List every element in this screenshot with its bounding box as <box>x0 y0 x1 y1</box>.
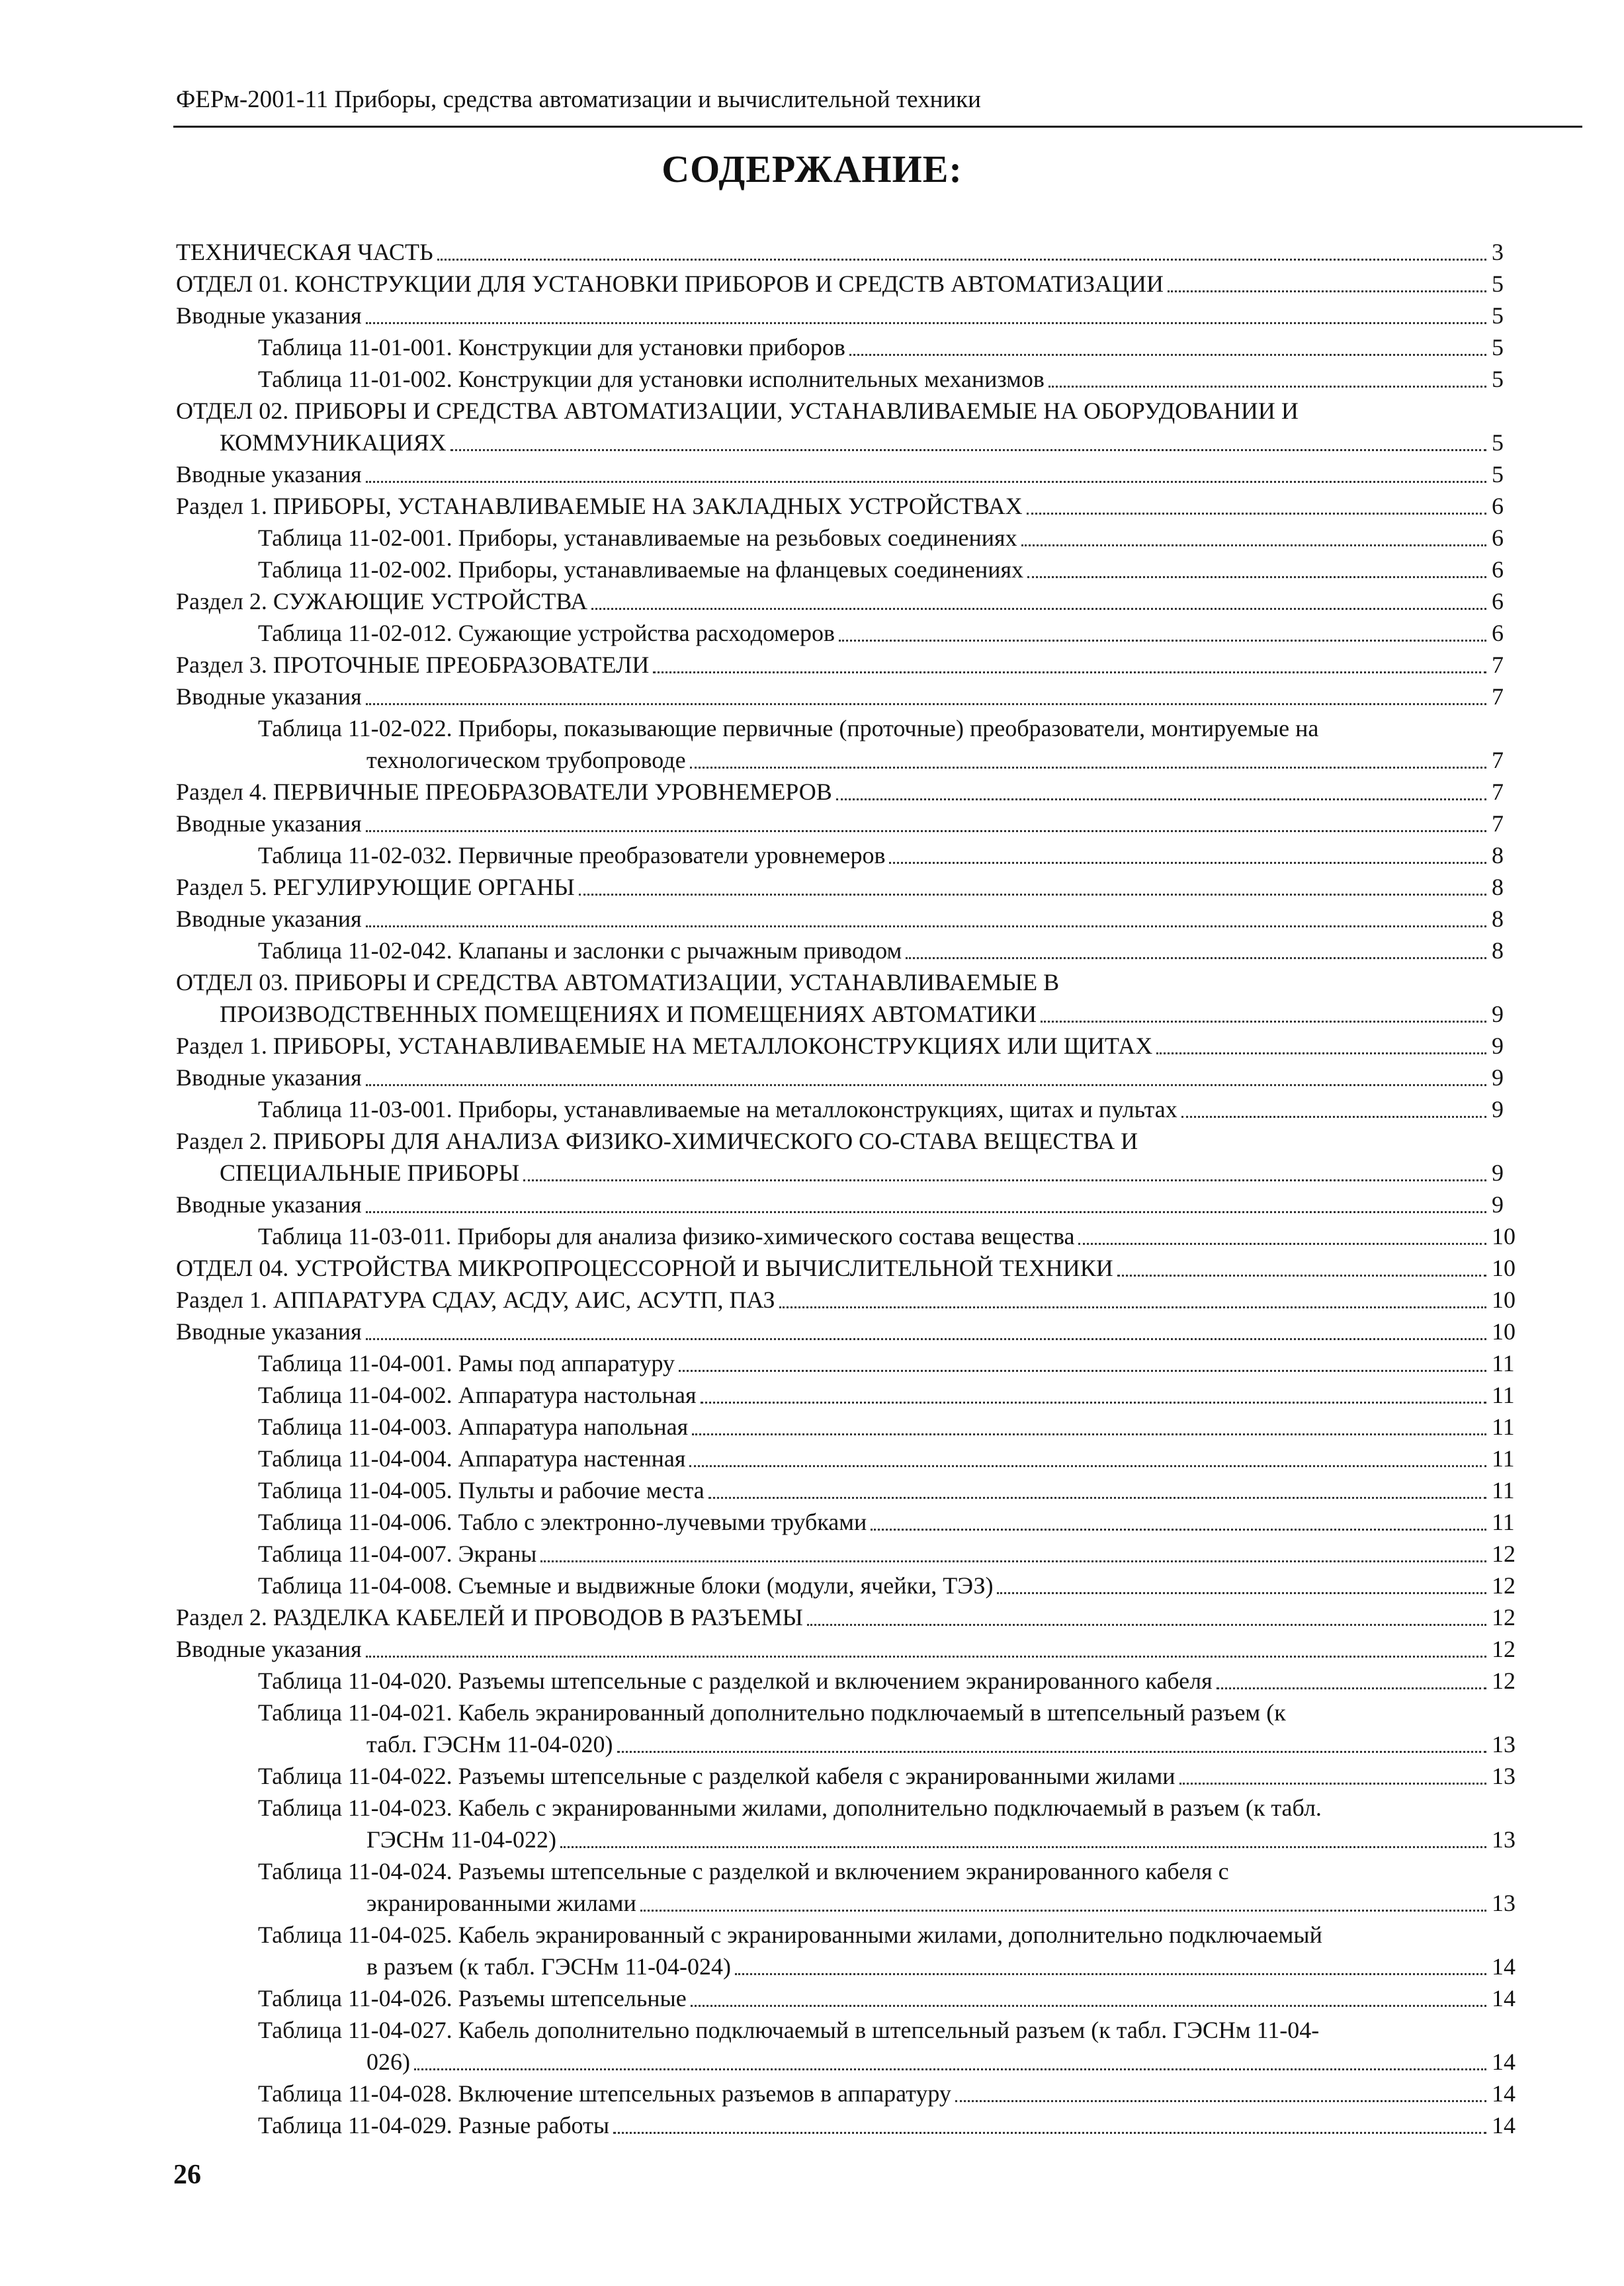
dot-leader <box>617 1751 1486 1753</box>
toc-page-number: 11 <box>1492 1509 1515 1535</box>
toc-page-number: 12 <box>1492 1668 1516 1694</box>
toc-entry[interactable] <box>176 1030 1522 1062</box>
dot-leader <box>708 1497 1486 1499</box>
toc-entry-text: Вводные указания <box>176 1191 362 1218</box>
toc-page-number: 13 <box>1492 1890 1516 1916</box>
toc-entry[interactable] <box>176 458 1522 490</box>
dot-leader <box>1179 1783 1487 1785</box>
page-number: 26 <box>173 2160 201 2190</box>
dot-leader <box>366 925 1486 927</box>
toc-page-number: 6 <box>1492 556 1504 583</box>
toc-page-number: 7 <box>1492 810 1504 837</box>
toc-entry[interactable] <box>176 649 1522 681</box>
toc-page-number: 5 <box>1492 302 1504 329</box>
toc-entry-text: Таблица 11-04-020. Разъемы штепсельные с разделкой и включением экранированного кабеля <box>258 1668 1213 1694</box>
toc-entry-text: технологическом трубопроводе <box>366 747 686 773</box>
toc-page-number: 5 <box>1492 461 1504 487</box>
toc-entry[interactable] <box>176 808 1522 839</box>
toc-entry[interactable] <box>176 871 1522 903</box>
toc-entry[interactable] <box>176 2109 1522 2141</box>
toc-entry-text: ГЭСНм 11-04-022) <box>366 1826 556 1853</box>
toc-entry[interactable] <box>176 681 1522 712</box>
toc-page-number: 8 <box>1492 906 1504 932</box>
toc-entry[interactable] <box>176 1220 1522 1252</box>
toc-page-number: 9 <box>1492 1191 1504 1218</box>
toc-entry[interactable] <box>176 1665 1522 1697</box>
toc-entry-text: Таблица 11-02-032. Первичные преобразователи уровнемеров <box>258 842 886 868</box>
dot-leader <box>366 1656 1486 1658</box>
dot-leader <box>735 1973 1486 1975</box>
toc-entry-text: Таблица 11-04-029. Разные работы <box>258 2112 609 2138</box>
dot-leader <box>701 1402 1486 1404</box>
toc-page-number: 6 <box>1492 493 1504 519</box>
toc-entry-text-line: ОТДЕЛ 02. ПРИБОРЫ И СРЕДСТВА АВТОМАТИЗАЦИИ, УСТАНАВЛИВАЕМЫЕ НА ОБОРУДОВАНИИ И <box>176 398 1299 424</box>
dot-leader <box>1217 1687 1486 1689</box>
toc-page-number: 13 <box>1492 1763 1516 1789</box>
toc-entry-text: Вводные указания <box>176 906 362 932</box>
dot-leader <box>906 957 1486 959</box>
toc-entry[interactable] <box>176 363 1522 395</box>
toc-entry-text: Таблица 11-04-003. Аппаратура напольная <box>258 1414 689 1440</box>
dot-leader <box>1078 1243 1486 1245</box>
toc-entry[interactable] <box>176 554 1522 585</box>
dot-leader <box>871 1529 1486 1531</box>
toc-entry-text: Таблица 11-04-007. Экраны <box>258 1541 537 1567</box>
dot-leader <box>997 1592 1486 1594</box>
toc-entry-text: Раздел 2. РАЗДЕЛКА КАБЕЛЕЙ И ПРОВОДОВ В РАЗЪЕМЫ <box>176 1604 803 1630</box>
dot-leader <box>560 1846 1486 1848</box>
toc-entry[interactable] <box>176 1347 1522 1379</box>
dot-leader <box>1027 513 1486 515</box>
toc-entry-text: Таблица 11-03-001. Приборы, устанавливаемые на металлоконструкциях, щитах и пультах <box>258 1096 1177 1122</box>
toc-entry-text: СПЕЦИАЛЬНЫЕ ПРИБОРЫ <box>220 1160 520 1186</box>
toc-entry[interactable] <box>176 1379 1522 1411</box>
toc-page-number: 14 <box>1492 1953 1516 1980</box>
page-title: СОДЕРЖАНИЕ: <box>662 148 962 190</box>
toc-entry[interactable] <box>176 300 1522 331</box>
toc-entry-text-line: Таблица 11-04-023. Кабель с экранированными жилами, дополнительно подключаемый в разъем (к табл. <box>258 1795 1322 1821</box>
toc-entry-text: ОТДЕЛ 01. КОНСТРУКЦИИ ДЛЯ УСТАНОВКИ ПРИБОРОВ И СРЕДСТВ АВТОМАТИЗАЦИИ <box>176 271 1164 297</box>
toc-entry-text: Раздел 1. ПРИБОРЫ, УСТАНАВЛИВАЕМЫЕ НА МЕТАЛЛОКОНСТРУКЦИЯХ ИЛИ ЩИТАХ <box>176 1033 1153 1059</box>
dot-leader <box>1156 1052 1486 1054</box>
toc-entry[interactable] <box>176 1792 1522 1855</box>
dot-leader <box>692 1433 1486 1435</box>
dot-leader <box>955 2100 1486 2102</box>
toc-page-number: 10 <box>1492 1223 1516 1249</box>
toc-entry[interactable] <box>176 1538 1522 1570</box>
toc-entry[interactable] <box>176 1443 1522 1474</box>
toc-page-number: 13 <box>1492 1731 1516 1757</box>
dot-leader <box>523 1179 1486 1181</box>
toc-entry[interactable] <box>176 268 1522 300</box>
toc-entry-text: Раздел 1. ПРИБОРЫ, УСТАНАВЛИВАЕМЫЕ НА ЗАКЛАДНЫХ УСТРОЙСТВАХ <box>176 493 1023 519</box>
dot-leader <box>1168 290 1486 292</box>
toc-entry-text: Таблица 11-01-001. Конструкции для установки приборов <box>258 334 845 360</box>
toc-page-number: 5 <box>1492 271 1504 297</box>
toc-page-number: 8 <box>1492 937 1504 964</box>
toc-entry[interactable] <box>176 1125 1522 1189</box>
toc-page-number: 8 <box>1492 874 1504 900</box>
dot-leader <box>437 259 1486 261</box>
dot-leader <box>690 767 1486 769</box>
toc-entry-text: Таблица 11-04-008. Съемные и выдвижные блоки (модули, ячейки, ТЭЗ) <box>258 1572 994 1599</box>
toc-page-number: 12 <box>1492 1604 1516 1630</box>
toc-page-number: 11 <box>1492 1445 1515 1472</box>
dot-leader <box>366 1338 1486 1340</box>
toc-page-number: 11 <box>1492 1477 1515 1503</box>
dot-leader <box>1048 386 1486 388</box>
toc-entry-text: Вводные указания <box>176 1064 362 1091</box>
dot-leader <box>366 703 1486 705</box>
running-header: ФЕРм-2001-11 Приборы, средства автоматизации и вычислительной техники <box>176 86 981 113</box>
dot-leader <box>366 830 1486 832</box>
toc-entry[interactable] <box>176 1284 1522 1316</box>
toc-entry-text: экранированными жилами <box>366 1890 636 1916</box>
toc-entry[interactable] <box>176 1506 1522 1538</box>
toc-page-number: 12 <box>1492 1636 1516 1662</box>
toc-entry[interactable] <box>176 1316 1522 1347</box>
toc-entry-text: Вводные указания <box>176 461 362 487</box>
dot-leader <box>849 354 1486 356</box>
toc-entry[interactable] <box>176 236 1522 268</box>
dot-leader <box>807 1624 1486 1626</box>
toc-page-number: 7 <box>1492 652 1504 678</box>
toc-entry-text: Таблица 11-01-002. Конструкции для установки исполнительных механизмов <box>258 366 1045 392</box>
toc-entry[interactable] <box>176 1474 1522 1506</box>
toc-entry-text: Раздел 1. АППАРАТУРА СДАУ, АСДУ, АИС, АСУТП, ПАЗ <box>176 1287 775 1313</box>
toc-entry-text: Вводные указания <box>176 1318 362 1345</box>
toc-entry-text: ТЕХНИЧЕСКАЯ ЧАСТЬ <box>176 239 433 265</box>
toc-entry[interactable] <box>176 1411 1522 1443</box>
dot-leader <box>591 608 1486 610</box>
toc-entry[interactable] <box>176 966 1522 1030</box>
toc-page-number: 14 <box>1492 2080 1516 2107</box>
toc-entry[interactable] <box>176 585 1522 617</box>
toc-page-number: 6 <box>1492 525 1504 551</box>
toc-entry-text: Таблица 11-04-004. Аппаратура настенная <box>258 1445 686 1472</box>
dot-leader <box>839 640 1486 642</box>
dot-leader <box>653 671 1486 673</box>
toc-entry[interactable] <box>176 1919 1522 1982</box>
toc-entry-text: табл. ГЭСНм 11-04-020) <box>366 1731 613 1757</box>
toc-entry[interactable] <box>176 395 1522 458</box>
toc-entry[interactable] <box>176 1855 1522 1919</box>
toc-entry-text: Таблица 11-02-001. Приборы, устанавливаемые на резьбовых соединениях <box>258 525 1017 551</box>
toc-page-number: 10 <box>1492 1318 1516 1345</box>
toc-entry-text: Вводные указания <box>176 683 362 710</box>
toc-page-number: 11 <box>1492 1382 1515 1408</box>
dot-leader <box>691 2005 1486 2007</box>
dot-leader <box>613 2132 1486 2134</box>
dot-leader <box>366 481 1486 483</box>
toc-page-number: 10 <box>1492 1255 1516 1281</box>
toc-entry[interactable] <box>176 903 1522 935</box>
toc-entry-text: Раздел 2. СУЖАЮЩИЕ УСТРОЙСТВА <box>176 588 588 614</box>
toc-entry-text: Таблица 11-04-002. Аппаратура настольная <box>258 1382 697 1408</box>
toc-entry[interactable] <box>176 522 1522 554</box>
toc-page-number: 13 <box>1492 1826 1516 1853</box>
dot-leader <box>640 1910 1486 1912</box>
toc-entry-text: Таблица 11-04-005. Пульты и рабочие места <box>258 1477 705 1503</box>
toc-page-number: 8 <box>1492 842 1504 868</box>
toc-entry-text: Таблица 11-02-042. Клапаны и заслонки с рычажным приводом <box>258 937 902 964</box>
toc-page-number: 11 <box>1492 1350 1515 1376</box>
toc-entry[interactable] <box>176 712 1522 776</box>
toc-page-number: 5 <box>1492 366 1504 392</box>
toc-entry-text-line: Таблица 11-04-021. Кабель экранированный дополнительно подключаемый в штепсельный разъем (к <box>258 1699 1286 1726</box>
toc-entry[interactable] <box>176 1062 1522 1093</box>
dot-leader <box>1027 576 1486 578</box>
toc-page-number: 9 <box>1492 1001 1504 1027</box>
toc-entry-text: Таблица 11-04-026. Разъемы штепсельные <box>258 1985 687 2011</box>
dot-leader <box>450 449 1486 451</box>
toc-entry-text-line: ОТДЕЛ 03. ПРИБОРЫ И СРЕДСТВА АВТОМАТИЗАЦИИ, УСТАНАВЛИВАЕМЫЕ В <box>176 969 1060 995</box>
toc-entry[interactable] <box>176 935 1522 966</box>
toc-entry-text: Таблица 11-04-028. Включение штепсельных разъемов в аппаратуру <box>258 2080 951 2107</box>
header-rule <box>173 126 1582 128</box>
dot-leader <box>414 2068 1486 2070</box>
toc-entry[interactable] <box>176 839 1522 871</box>
dot-leader <box>836 798 1486 800</box>
toc-entry-text: Таблица 11-03-011. Приборы для анализа физико-химического состава вещества <box>258 1223 1075 1249</box>
toc-page-number: 11 <box>1492 1414 1515 1440</box>
toc-entry-text: в разъем (к табл. ГЭСНм 11-04-024) <box>366 1953 731 1980</box>
dot-leader <box>1117 1275 1486 1277</box>
dot-leader <box>779 1306 1486 1308</box>
toc-entry[interactable] <box>176 1601 1522 1633</box>
toc-page-number: 9 <box>1492 1160 1504 1186</box>
toc-entry-text-line: Раздел 2. ПРИБОРЫ ДЛЯ АНАЛИЗА ФИЗИКО-ХИМИЧЕСКОГО СО-СТАВА ВЕЩЕСТВА И <box>176 1128 1138 1154</box>
toc-entry-text: ОТДЕЛ 04. УСТРОЙСТВА МИКРОПРОЦЕССОРНОЙ И ВЫЧИСЛИТЕЛЬНОЙ ТЕХНИКИ <box>176 1255 1113 1281</box>
dot-leader <box>679 1370 1486 1372</box>
toc-page-number: 12 <box>1492 1541 1516 1567</box>
toc-entry[interactable] <box>176 617 1522 649</box>
toc-entry-text-line: Таблица 11-04-027. Кабель дополнительно подключаемый в штепсельный разъем (к табл. ГЭСНм 11-04- <box>258 2017 1320 2043</box>
toc-page-number: 3 <box>1492 239 1504 265</box>
dot-leader <box>366 322 1486 324</box>
toc-entry-text: Раздел 3. ПРОТОЧНЫЕ ПРЕОБРАЗОВАТЕЛИ <box>176 652 650 678</box>
toc-page-number: 5 <box>1492 429 1504 456</box>
dot-leader <box>1021 544 1486 546</box>
toc-entry[interactable] <box>176 2014 1522 2078</box>
toc-page-number: 7 <box>1492 683 1504 710</box>
toc-entry[interactable] <box>176 1189 1522 1220</box>
dot-leader <box>366 1211 1486 1213</box>
dot-leader <box>366 1084 1486 1086</box>
toc-page-number: 9 <box>1492 1096 1504 1122</box>
toc-entry[interactable] <box>176 490 1522 522</box>
toc-entry-text: Таблица 11-04-006. Табло с электронно-лучевыми трубками <box>258 1509 867 1535</box>
toc-page-number: 10 <box>1492 1287 1516 1313</box>
toc-entry-text: Таблица 11-04-022. Разъемы штепсельные с разделкой кабеля с экранированными жилами <box>258 1763 1175 1789</box>
toc-entry-text-line: Таблица 11-02-022. Приборы, показывающие первичные (проточные) преобразователи, монтируемые на <box>258 715 1319 741</box>
toc-entry[interactable] <box>176 2078 1522 2109</box>
dot-leader <box>540 1560 1486 1562</box>
toc-page-number: 9 <box>1492 1033 1504 1059</box>
toc-entry-text: 026) <box>366 2049 410 2075</box>
toc-page-number: 14 <box>1492 1985 1516 2011</box>
toc-entry[interactable] <box>176 1982 1522 2014</box>
toc-entry-text-line: Таблица 11-04-024. Разъемы штепсельные с разделкой и включением экранированного кабеля с <box>258 1858 1229 1884</box>
toc-entry[interactable] <box>176 331 1522 363</box>
toc-entry-text: Раздел 5. РЕГУЛИРУЮЩИЕ ОРГАНЫ <box>176 874 575 900</box>
toc-entry-text: Вводные указания <box>176 302 362 329</box>
toc-entry[interactable] <box>176 1633 1522 1665</box>
toc-page-number: 6 <box>1492 588 1504 614</box>
toc-entry-text-line: Таблица 11-04-025. Кабель экранированный с экранированными жилами, дополнительно подключаемый <box>258 1922 1322 1948</box>
dot-leader <box>579 894 1486 896</box>
dot-leader <box>889 862 1486 864</box>
toc-page-number: 9 <box>1492 1064 1504 1091</box>
toc-page-number: 14 <box>1492 2112 1516 2138</box>
toc-page-number: 7 <box>1492 747 1504 773</box>
dot-leader <box>1041 1021 1486 1023</box>
dot-leader <box>689 1465 1486 1467</box>
toc-entry-text: КОММУНИКАЦИЯХ <box>220 429 447 456</box>
toc-entry-text: Вводные указания <box>176 810 362 837</box>
toc-page-number: 12 <box>1492 1572 1516 1599</box>
toc-page-number: 6 <box>1492 620 1504 646</box>
toc-entry[interactable] <box>176 776 1522 808</box>
toc-entry-text: Раздел 4. ПЕРВИЧНЫЕ ПРЕОБРАЗОВАТЕЛИ УРОВНЕМЕРОВ <box>176 779 832 805</box>
toc-entry[interactable] <box>176 1252 1522 1284</box>
toc-page-number: 5 <box>1492 334 1504 360</box>
toc-entry-text: Вводные указания <box>176 1636 362 1662</box>
toc-entry[interactable] <box>176 1697 1522 1760</box>
toc-page-number: 7 <box>1492 779 1504 805</box>
toc-entry[interactable] <box>176 1570 1522 1601</box>
toc-entry-text: Таблица 11-04-001. Рамы под аппаратуру <box>258 1350 675 1376</box>
toc-entry-text: ПРОИЗВОДСТВЕННЫХ ПОМЕЩЕНИЯХ И ПОМЕЩЕНИЯХ АВТОМАТИКИ <box>220 1001 1037 1027</box>
toc-page-number: 14 <box>1492 2049 1516 2075</box>
toc-entry[interactable] <box>176 1760 1522 1792</box>
toc-entry-text: Таблица 11-02-002. Приборы, устанавливаемые на фланцевых соединениях <box>258 556 1024 583</box>
table-of-contents <box>176 236 1522 2141</box>
dot-leader <box>1181 1116 1486 1118</box>
toc-entry[interactable] <box>176 1093 1522 1125</box>
toc-entry-text: Таблица 11-02-012. Сужающие устройства расходомеров <box>258 620 835 646</box>
